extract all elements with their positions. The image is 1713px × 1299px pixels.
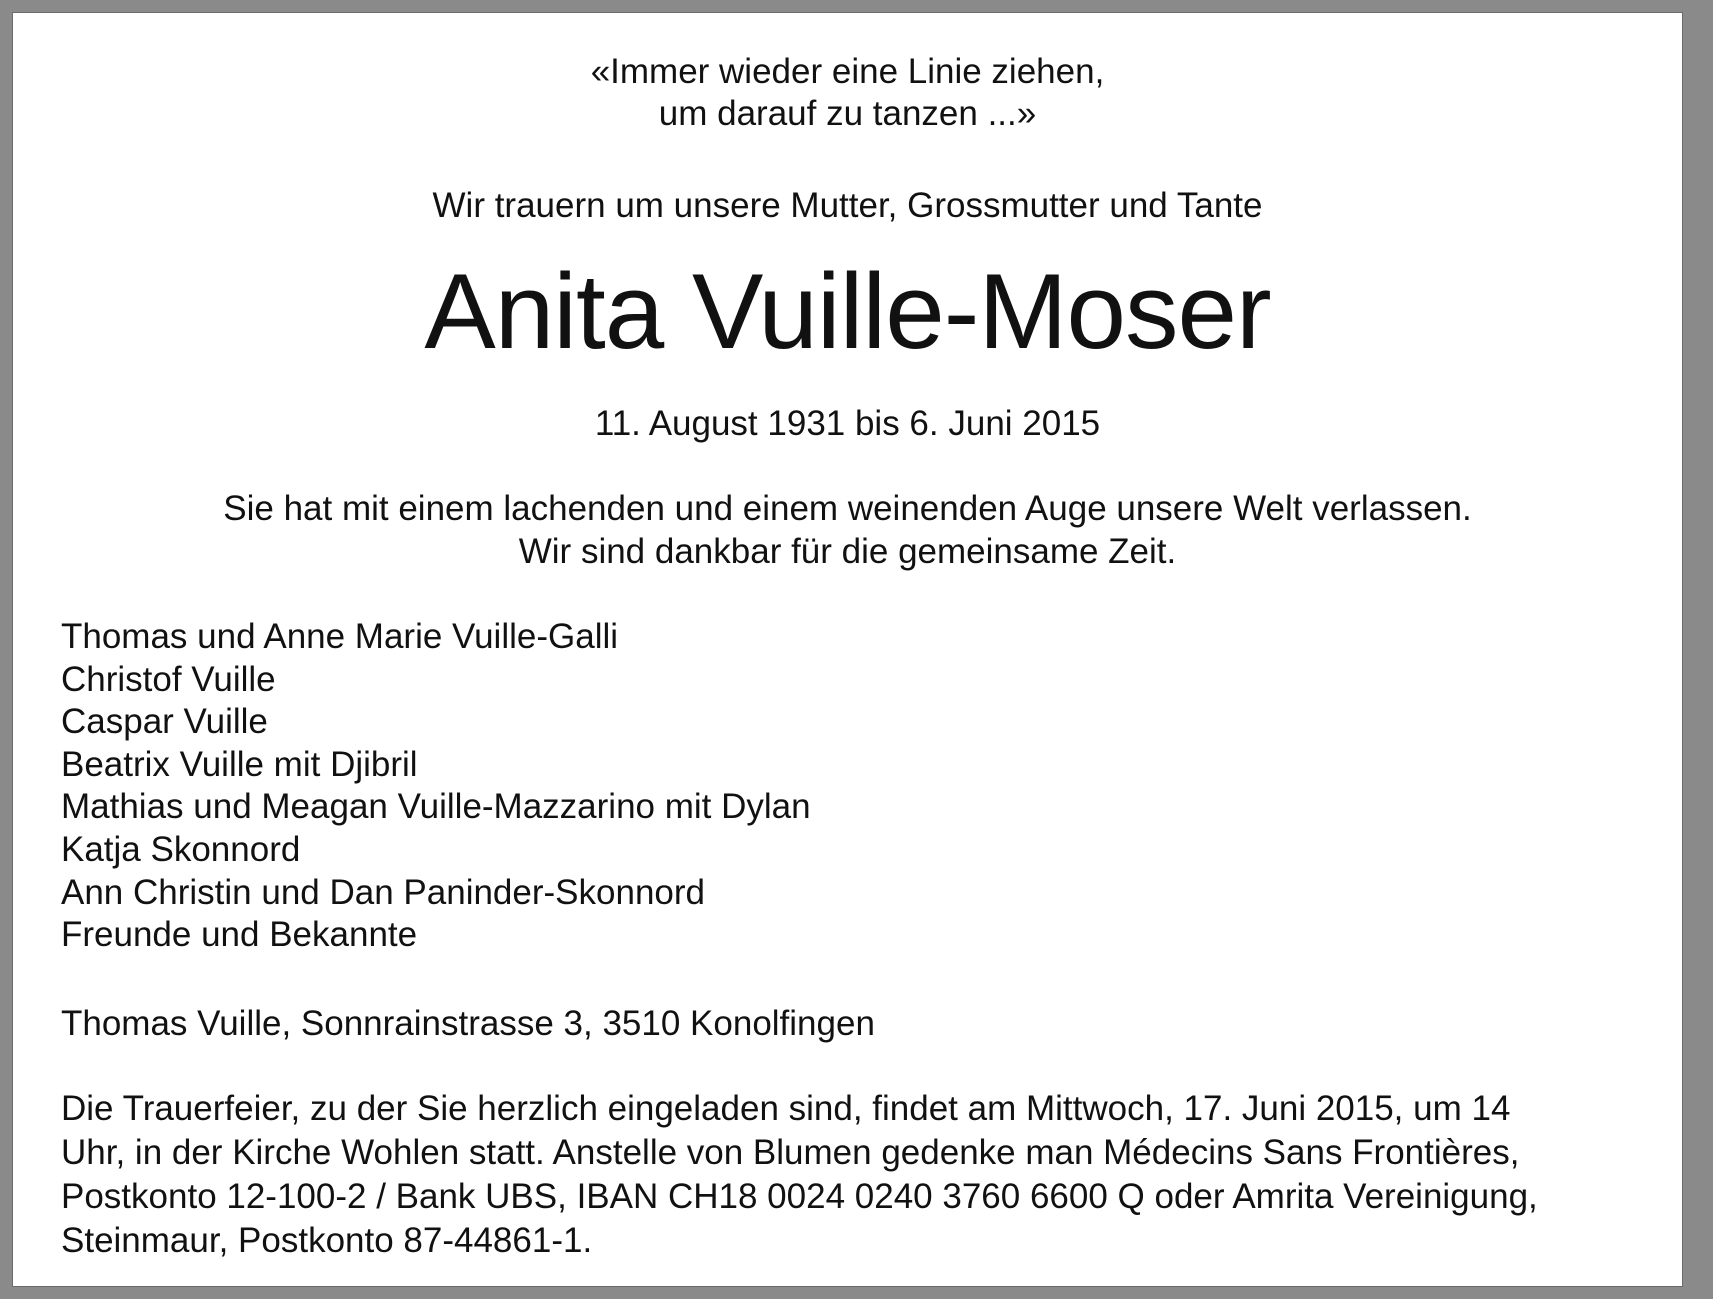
quote-line-2: um darauf zu tanzen ...» bbox=[658, 94, 1037, 133]
ceremony-details bbox=[61, 1087, 1671, 1263]
obituary-notice bbox=[12, 12, 1683, 1287]
mourner: Katja Skonnord bbox=[61, 829, 301, 869]
ceremony-line-3: Postkonto 12-100-2 / Bank UBS, IBAN CH18 0024 0240 3760 6600 Q oder Amrita Vereinigung, bbox=[61, 1177, 1538, 1216]
mourner: Ann Christin und Dan Paninder-Skonnord bbox=[61, 872, 705, 912]
ceremony-line-4: Steinmaur, Postkonto 87-44861-1. bbox=[61, 1221, 593, 1260]
ceremony-line-2: Uhr, in der Kirche Wohlen statt. Anstelle von Blumen gedenke man Médecins Sans Frontières, bbox=[61, 1133, 1520, 1172]
mourner: Freunde und Bekannte bbox=[61, 915, 418, 955]
message-line-1: Sie hat mit einem lachenden und einem weinenden Auge unsere Welt verlassen. bbox=[223, 489, 1472, 528]
farewell-message bbox=[13, 487, 1682, 573]
quote-line-1: «Immer wieder eine Linie ziehen, bbox=[590, 52, 1105, 91]
mourner: Thomas und Anne Marie Vuille-Galli bbox=[61, 617, 619, 656]
mourner: Caspar Vuille bbox=[61, 702, 268, 742]
message-line-2: Wir sind dankbar für die gemeinsame Zeit. bbox=[518, 532, 1177, 571]
quote bbox=[13, 51, 1682, 135]
deceased-name: Anita Vuille-Moser bbox=[424, 251, 1271, 371]
mourners-list bbox=[61, 616, 811, 957]
intro-text: Wir trauern um unsere Mutter, Grossmutter und Tante bbox=[432, 186, 1263, 225]
mourner: Christof Vuille bbox=[61, 659, 276, 699]
mourner: Mathias und Meagan Vuille-Mazzarino mit Dylan bbox=[61, 787, 811, 827]
contact-address: Thomas Vuille, Sonnrainstrasse 3, 3510 Konolfingen bbox=[61, 1004, 875, 1043]
ceremony-line-1: Die Trauerfeier, zu der Sie herzlich eingeladen sind, findet am Mittwoch, 17. Juni 2015, um 14 bbox=[61, 1089, 1511, 1128]
life-dates: 11. August 1931 bis 6. Juni 2015 bbox=[594, 404, 1101, 443]
mourner: Beatrix Vuille mit Djibril bbox=[61, 744, 418, 784]
